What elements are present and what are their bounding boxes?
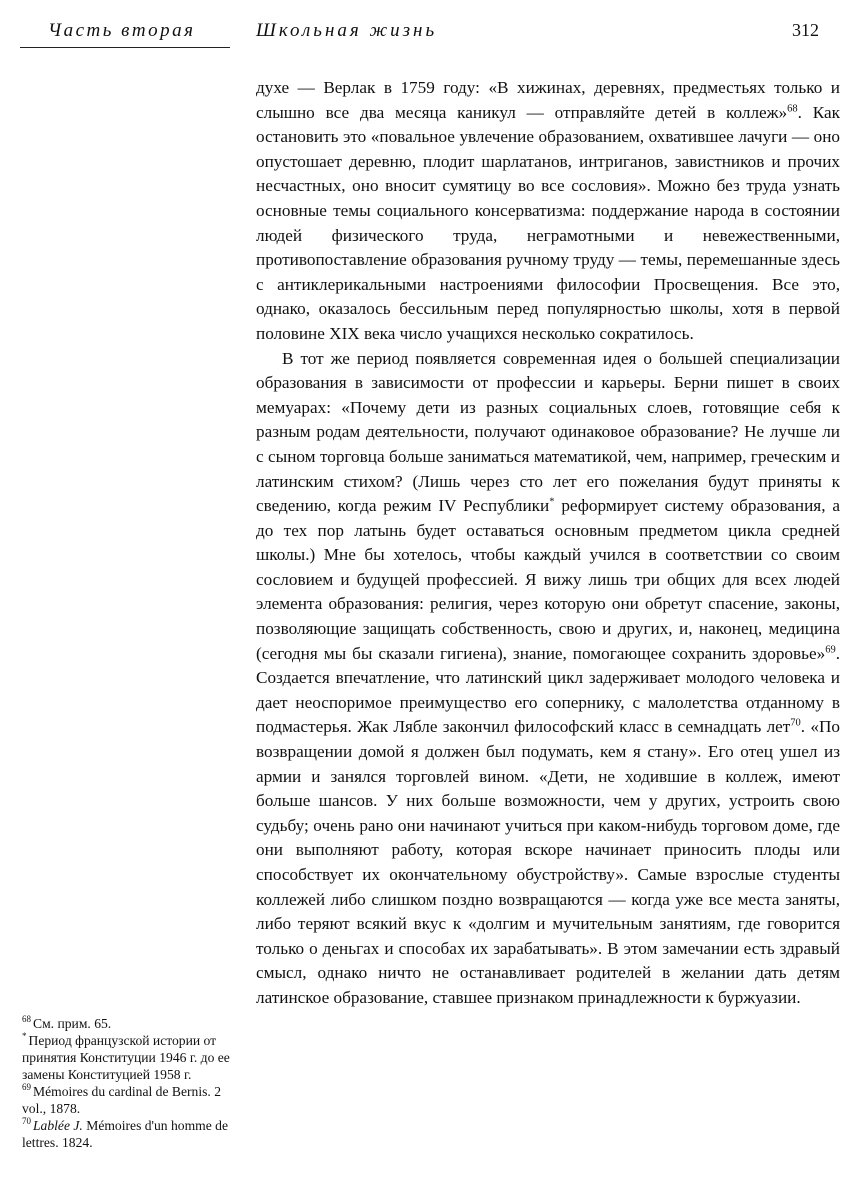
footnote-text: Период французской истории от принятия Конституции 1946 г. до ее замены Конституцией 1958 г. xyxy=(22,1033,230,1082)
main-text xyxy=(256,76,840,1011)
page-number: 312 xyxy=(792,20,819,40)
footnote-number: 70 xyxy=(22,1116,31,1127)
footnote-number: * xyxy=(22,1031,27,1042)
footnote-ref-68: 68 xyxy=(787,102,798,114)
header-part-title: Часть вторая xyxy=(48,20,196,41)
footnote-text: Mémoires du cardinal de Bernis. 2 vol., 1878. xyxy=(22,1084,221,1116)
footnote-ref-star: * xyxy=(549,496,555,508)
footnote-star xyxy=(22,1032,232,1083)
paragraph-2-text-c: . Создается впечатление, что латинский цикл задерживает молодого человека и дает неоспоримое преимущество его сопернику, с малолетства отданному в подмастерья. Жак Лябле закончил философский класс в семнадцать лет xyxy=(256,643,840,737)
footnote-70 xyxy=(22,1117,232,1151)
footnote-number: 69 xyxy=(22,1082,31,1093)
paragraph-2 xyxy=(256,347,840,1011)
footnote-text: Mémoires d'un homme de lettres. 1824. xyxy=(22,1118,229,1150)
paragraph-1-text-a: духе — Верлак в 1759 году: «В хижинах, деревнях, предместьях только и слышно все два месяца каникул — отправляйте детей в коллеж» xyxy=(256,78,840,122)
header-chapter-title: Школьная жизнь xyxy=(256,20,438,41)
footnote-author: Lablée J. xyxy=(33,1118,83,1133)
paragraph-2-text-b: реформирует систему образования, а до тех пор латынь будет оставаться основным предметом цикла средней школы.) Мне бы хотелось, чтобы каждый учился в соответствии со своим сословием и будущей профессией. Я вижу лишь три общих для всех людей элемента образования: религия, через которую они обретут спасение, законы, позволяющие защищать собственность, свою и других, и, наконец, медицина (сегодня мы бы сказали гигиена), знание, помогающее сохранить здоровье» xyxy=(256,496,840,663)
paragraph-1 xyxy=(256,76,840,347)
footnote-text: См. прим. 65. xyxy=(33,1016,112,1031)
footnote-ref-69: 69 xyxy=(825,643,836,655)
paragraph-1-text-b: . Как остановить это «повальное увлечение образованием, охватившее лачуги — оно опустошает деревню, плодит шарлатанов, интриганов, завистников и прочих несчастных, оно вносит сумятицу во все сословия». Можно без труда узнать основные темы социального консерватизма: поддержание народа в состоянии людей физического труда, неграмотными и невежественными, противопоставление образования ручному труду — темы, перемешанные здесь с антиклерикальными настроениями философии Просвещения. Все это, однако, оказалось бессильным перед популярностью школы, хотя в первой половине XIX века число учащихся несколько сократилось. xyxy=(256,102,840,343)
running-header xyxy=(0,0,854,60)
footnote-ref-70: 70 xyxy=(790,717,801,729)
footnote-number: 68 xyxy=(22,1014,31,1025)
paragraph-2-text-a: В тот же период появляется современная идея о большей специализации образования в зависимости от профессии и карьеры. Берни пишет в своих мемуарах: «Почему дети из разных социальных слоев, готовящие себя к разным родам деятельности, получают одинаковое образование? Не лучше ли с сыном торговца больше заниматься математикой, чем, например, греческим и латинским стихом? (Лишь через сто лет его пожелания будут приняты к сведению, когда режим IV Республики xyxy=(256,348,840,516)
header-rule xyxy=(20,47,230,48)
footnotes xyxy=(22,1015,232,1151)
footnote-68 xyxy=(22,1015,232,1032)
footnote-69 xyxy=(22,1083,232,1117)
paragraph-2-text-d: . «По возвращении домой я должен был подумать, кем я стану». Его отец ушел из армии и занялся торговлей вином. «Дети, не ходившие в коллеж, имеют больше шансов. У них больше возможности, чем у других, устроить свою судьбу; очень рано они начинают учиться при каком-нибудь торговом доме, где они выполняют работу, которая вскоре начинает приносить плоды или способствует их окончательному обустройству». Самые взрослые студенты коллежей либо слишком поздно возвращаются — когда уже все места заняты, либо теряют всякий вкус к «долгим и мучительным занятиям, где говорится только о деньгах и способах их зарабатывать». В этом замечании есть здравый смысл, однако ничто не останавливает родителей в желании дать детям латинское образование, ставшее признаком принадлежности к буржуазии. xyxy=(256,717,840,1007)
